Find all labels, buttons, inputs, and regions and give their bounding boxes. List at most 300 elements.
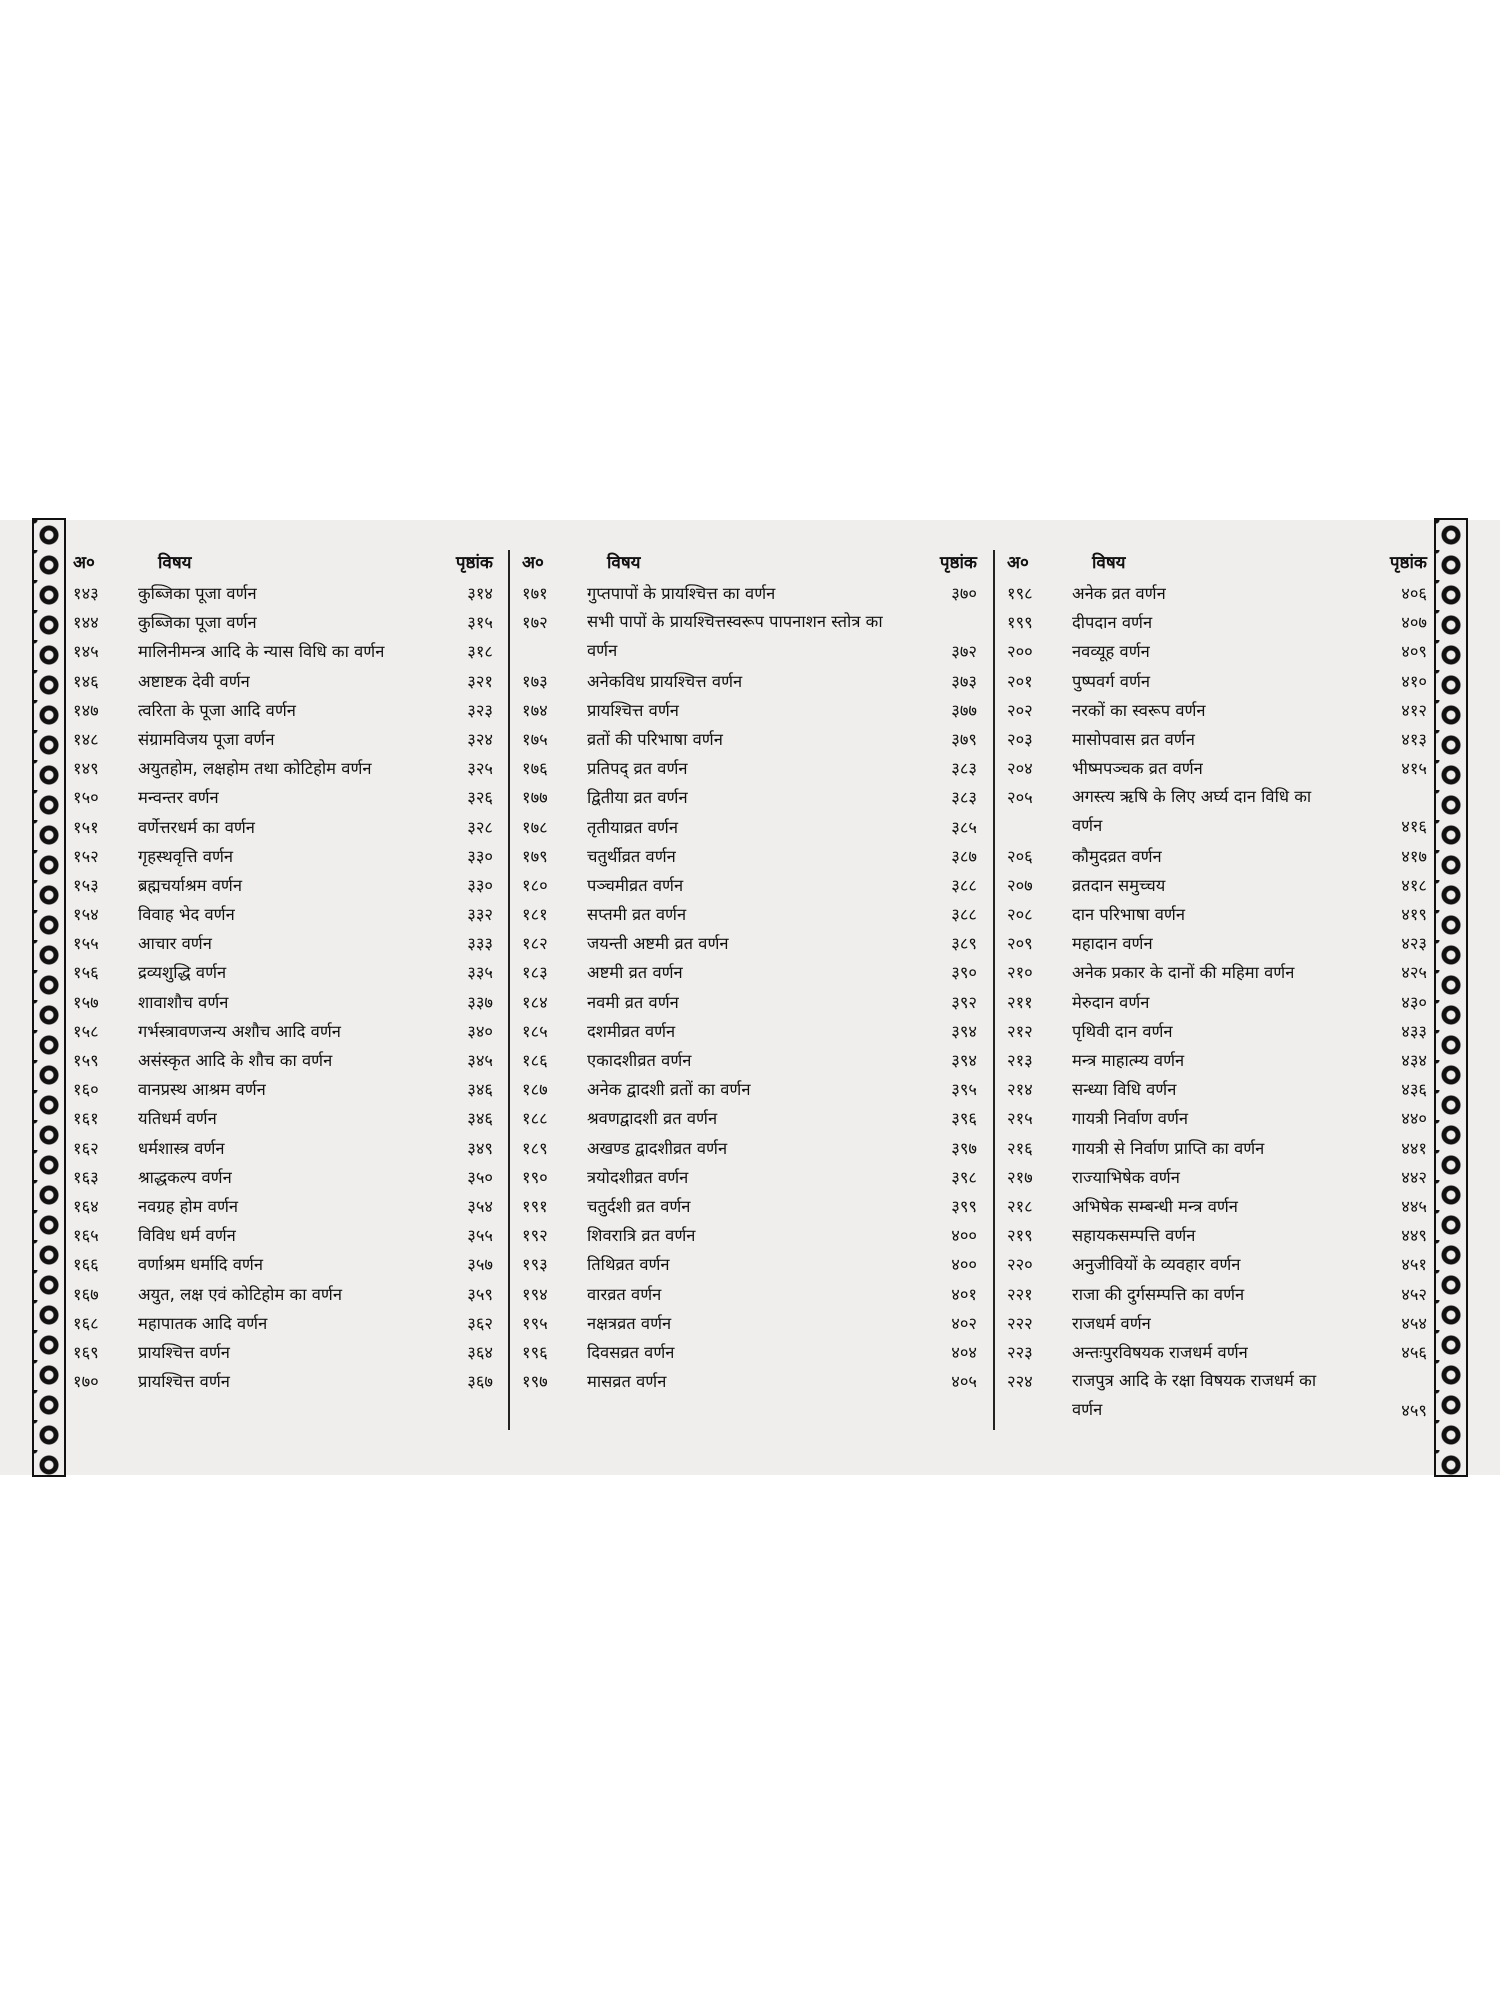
chapter-number: २१२ <box>1007 1021 1033 1041</box>
chapter-topic: द्वितीया व्रत वर्णन <box>587 788 688 808</box>
chapter-number: १९७ <box>522 1372 548 1392</box>
chapter-topic: मालिनीमन्त्र आदि के न्यास विधि का वर्णन <box>138 642 385 662</box>
index-row <box>1007 957 1427 986</box>
chapter-number: २१९ <box>1007 1226 1033 1246</box>
chapter-number: २०१ <box>1007 671 1033 691</box>
index-row <box>73 812 493 841</box>
chapter-number: १८२ <box>522 934 548 954</box>
chapter-number: १८४ <box>522 992 548 1012</box>
chapter-topic: गायत्री निर्वाण वर्णन <box>1072 1109 1189 1129</box>
chapter-topic: नरकों का स्वरूप वर्णन <box>1072 700 1206 720</box>
page-number: ४०२ <box>951 1313 977 1333</box>
column-header <box>1007 548 1427 578</box>
page-number: ३९४ <box>951 1021 977 1041</box>
chapter-number: १५४ <box>73 905 99 925</box>
header-page: पृष्ठांक <box>939 553 977 573</box>
index-row <box>73 695 493 724</box>
page-number: ३१५ <box>467 613 493 633</box>
chapter-topic: राजा की दुर्गसम्पत्ति का वर्णन <box>1072 1284 1245 1304</box>
page-number: ४१५ <box>1401 759 1427 779</box>
page-number: ३२८ <box>467 817 493 837</box>
page-number: ४३३ <box>1401 1021 1427 1041</box>
index-row <box>73 870 493 899</box>
chapter-number: १७४ <box>522 700 548 720</box>
chapter-number: १५७ <box>73 992 99 1012</box>
chapter-number: १४७ <box>73 700 99 720</box>
page-number: ३९९ <box>951 1196 977 1216</box>
page-number: ४१६ <box>1401 817 1427 837</box>
index-row <box>522 695 977 724</box>
chapter-number: २०२ <box>1007 700 1033 720</box>
page-number: ३२५ <box>467 759 493 779</box>
index-row <box>73 1103 493 1132</box>
page-number: ४०९ <box>1401 642 1427 662</box>
chapter-topic: शिवरात्रि व्रत वर्णन <box>587 1226 696 1246</box>
left-ornamental-border <box>34 520 64 1475</box>
chapter-number: १८८ <box>522 1109 548 1129</box>
chapter-number: १६६ <box>73 1255 99 1275</box>
chapter-topic: त्वरिता के पूजा आदि वर्णन <box>138 700 296 720</box>
chapter-topic: ब्रह्मचर्याश्रम वर्णन <box>138 875 243 895</box>
chapter-number: २०३ <box>1007 729 1033 749</box>
chapter-topic: मेरुदान वर्णन <box>1072 992 1150 1012</box>
chapter-topic: प्रायश्चित्त वर्णन <box>587 700 679 720</box>
chapter-number: १५९ <box>73 1051 99 1070</box>
chapter-number: १७७ <box>522 788 548 808</box>
index-row <box>522 1162 977 1191</box>
chapter-number: २२१ <box>1007 1284 1033 1304</box>
page-number: ४५९ <box>1401 1401 1427 1421</box>
chapter-topic: गायत्री से निर्वाण प्राप्ति का वर्णन <box>1072 1138 1265 1158</box>
page-number: ४१० <box>1401 671 1427 691</box>
page-number: ३३० <box>467 875 493 895</box>
chapter-topic: तृतीयाव्रत वर्णन <box>587 817 679 837</box>
page-number: ३७७ <box>951 700 977 720</box>
chapter-topic: नवमी व्रत वर्णन <box>587 992 679 1012</box>
chapter-number: १८० <box>522 875 548 895</box>
chapter-number: १६२ <box>73 1138 99 1158</box>
index-row <box>522 1220 977 1249</box>
index-row <box>73 1074 493 1103</box>
header-topic: विषय <box>1092 553 1126 573</box>
index-row <box>73 578 493 607</box>
chapter-number: १९८ <box>1007 584 1033 603</box>
chapter-topic: दशमीव्रत वर्णन <box>587 1021 676 1041</box>
index-row <box>73 841 493 870</box>
chapter-number: २२० <box>1007 1255 1033 1275</box>
index-row <box>73 1308 493 1337</box>
chapter-topic: गर्भस्त्रावणजन्य अशौच आदि वर्णन <box>138 1021 341 1041</box>
index-row <box>522 1191 977 1220</box>
chapter-topic: मासोपवास व्रत वर्णन <box>1072 729 1195 749</box>
index-row <box>73 1191 493 1220</box>
page-number: ३८५ <box>951 817 977 837</box>
chapter-number: १५५ <box>73 934 99 954</box>
chapter-topic: महापातक आदि वर्णन <box>138 1313 268 1333</box>
page-number: ४२५ <box>1401 963 1427 983</box>
index-row <box>522 1279 977 1308</box>
chapter-number: २०७ <box>1007 875 1033 895</box>
index-row <box>522 782 977 811</box>
chapter-topic: अयुत, लक्ष एवं कोटिहोम का वर्णन <box>138 1284 343 1304</box>
chapter-topic: यतिधर्म वर्णन <box>138 1109 217 1129</box>
chapter-topic: नवव्यूह वर्णन <box>1072 642 1150 662</box>
index-row <box>1007 987 1427 1016</box>
chapter-number: २२३ <box>1007 1342 1033 1362</box>
page-number: ३६२ <box>467 1313 493 1333</box>
chapter-number: २१८ <box>1007 1196 1033 1216</box>
page-number: ३५० <box>467 1167 493 1187</box>
page-number: ४०६ <box>1401 584 1427 603</box>
header-topic: विषय <box>607 553 641 573</box>
index-row <box>1007 1249 1427 1278</box>
chapter-topic: जयन्ती अष्टमी व्रत वर्णन <box>587 934 729 954</box>
index-row <box>1007 695 1427 724</box>
chapter-number: २१३ <box>1007 1051 1033 1071</box>
index-row <box>522 841 977 870</box>
index-row <box>522 1074 977 1103</box>
chapter-topic: अगस्त्य ऋषि के लिए अर्घ्य दान विधि का वर्णन <box>1072 787 1312 836</box>
chapter-number: १६५ <box>73 1226 99 1246</box>
chapter-topic: अभिषेक सम्बन्धी मन्त्र वर्णन <box>1072 1196 1238 1216</box>
index-column-1 <box>73 548 493 1428</box>
page-number: ४०७ <box>1401 613 1427 633</box>
chapter-number: १६७ <box>73 1284 99 1304</box>
chapter-topic: वर्णेत्तरधर्म का वर्णन <box>138 817 255 837</box>
chapter-number: १९२ <box>522 1226 548 1246</box>
chapter-topic: कुब्जिका पूजा वर्णन <box>138 584 257 603</box>
page-number: ४०५ <box>951 1372 977 1392</box>
entry-list <box>522 578 977 1395</box>
chapter-topic: दीपदान वर्णन <box>1072 613 1153 633</box>
chapter-topic: नवग्रह होम वर्णन <box>138 1196 239 1216</box>
index-row <box>1007 1220 1427 1249</box>
chapter-topic: अनेक प्रकार के दानों की महिमा वर्णन <box>1072 963 1295 983</box>
index-row <box>522 1366 977 1395</box>
page-number: ३६४ <box>467 1342 493 1362</box>
chapter-number: १७२ <box>522 613 548 633</box>
index-row <box>73 753 493 782</box>
chapter-topic: सहायकसम्पत्ति वर्णन <box>1072 1226 1196 1246</box>
chapter-topic: सभी पापों के प्रायश्चित्तस्वरूप पापनाशन स्तोत्र का वर्णन <box>587 612 883 661</box>
header-number: अ० <box>73 553 95 573</box>
chapter-topic: व्रतदान समुच्चय <box>1072 875 1166 895</box>
chapter-topic: वारव्रत वर्णन <box>587 1284 662 1304</box>
index-row <box>73 1279 493 1308</box>
chapter-topic: व्रतों की परिभाषा वर्णन <box>587 729 723 749</box>
header-page: पृष्ठांक <box>455 553 493 573</box>
page-number: ३७९ <box>951 729 977 749</box>
chapter-topic: चतुर्थीव्रत वर्णन <box>587 846 676 866</box>
chapter-number: १६८ <box>73 1313 99 1333</box>
index-row <box>73 666 493 695</box>
index-row <box>522 666 977 695</box>
index-row <box>73 1249 493 1278</box>
page-number: ४१३ <box>1401 729 1427 749</box>
chapter-number: १७५ <box>522 729 548 749</box>
chapter-topic: पुष्पवर्ग वर्णन <box>1072 671 1151 691</box>
page-number: ३९० <box>951 963 977 983</box>
chapter-number: १५६ <box>73 963 99 983</box>
page-number: ३१८ <box>467 642 493 662</box>
chapter-topic: संग्रामविजय पूजा वर्णन <box>138 729 275 749</box>
chapter-number: १७८ <box>522 817 548 837</box>
chapter-topic: वर्णाश्रम धर्मादि वर्णन <box>138 1255 263 1275</box>
page-number: ३३२ <box>467 905 493 925</box>
chapter-number: १९१ <box>522 1196 548 1216</box>
page-number: ३१४ <box>467 584 493 603</box>
chapter-topic: वानप्रस्थ आश्रम वर्णन <box>138 1080 266 1100</box>
chapter-topic: राजपुत्र आदि के रक्षा विषयक राजधर्म का वर्णन <box>1072 1371 1317 1420</box>
chapter-number: १५३ <box>73 875 99 895</box>
chapter-number: १८१ <box>522 905 548 925</box>
entry-list <box>1007 578 1427 1424</box>
chapter-topic: मन्वन्तर वर्णन <box>138 788 219 808</box>
chapter-number: २०५ <box>1007 788 1033 808</box>
chapter-topic: श्राद्धकल्प वर्णन <box>138 1167 232 1187</box>
index-row <box>73 1337 493 1366</box>
index-row <box>1007 1016 1427 1045</box>
chapter-topic: महादान वर्णन <box>1072 934 1153 954</box>
chapter-topic: धर्मशास्त्र वर्णन <box>138 1138 225 1158</box>
right-ornamental-border <box>1436 520 1466 1475</box>
chapter-number: १७३ <box>522 671 548 691</box>
chapter-topic: द्रव्यशुद्धि वर्णन <box>138 963 227 983</box>
index-row <box>1007 1074 1427 1103</box>
index-row <box>522 928 977 957</box>
page-number: ३९६ <box>951 1109 977 1129</box>
index-row <box>73 987 493 1016</box>
chapter-number: १६४ <box>73 1196 99 1216</box>
page-number: ४१९ <box>1401 905 1427 925</box>
chapter-number: १७६ <box>522 759 548 779</box>
index-row <box>1007 1162 1427 1191</box>
index-row <box>522 724 977 753</box>
chapter-number: १४६ <box>73 671 99 691</box>
index-row <box>73 607 493 636</box>
page-number: ३८८ <box>951 875 977 895</box>
chapter-topic: त्रयोदशीव्रत वर्णन <box>587 1167 689 1187</box>
page-number: ३७० <box>951 584 977 603</box>
index-row <box>1007 1103 1427 1132</box>
index-row <box>1007 1133 1427 1162</box>
index-row <box>522 1016 977 1045</box>
index-row <box>1007 636 1427 665</box>
index-row <box>73 782 493 811</box>
index-row <box>522 753 977 782</box>
page-number: ३५५ <box>467 1226 493 1246</box>
page-number: ३२६ <box>467 788 493 808</box>
index-row <box>73 1016 493 1045</box>
page-number: ४४५ <box>1401 1196 1427 1216</box>
index-row <box>73 1220 493 1249</box>
chapter-number: १६१ <box>73 1109 99 1129</box>
chapter-topic: भीष्मपञ्चक व्रत वर्णन <box>1072 759 1203 779</box>
index-row <box>522 1045 977 1074</box>
index-row <box>1007 870 1427 899</box>
chapter-number: २१५ <box>1007 1109 1033 1129</box>
index-row <box>1007 1366 1427 1424</box>
page-number: ३५४ <box>467 1196 493 1216</box>
chapter-topic: प्रायश्चित्त वर्णन <box>138 1342 230 1362</box>
header-page: पृष्ठांक <box>1389 553 1427 573</box>
page-number: ४०४ <box>951 1342 977 1362</box>
index-row <box>1007 607 1427 636</box>
chapter-topic: मन्त्र माहात्म्य वर्णन <box>1072 1051 1185 1071</box>
chapter-topic: अनेक द्वादशी व्रतों का वर्णन <box>587 1080 751 1100</box>
index-row <box>1007 1279 1427 1308</box>
chapter-number: १९० <box>522 1167 548 1187</box>
chapter-number: १८३ <box>522 963 548 983</box>
index-row <box>522 987 977 1016</box>
page-number: ३७२ <box>951 642 977 662</box>
chapter-topic: सप्तमी व्रत वर्णन <box>587 905 687 925</box>
page-number: ४५१ <box>1401 1255 1427 1275</box>
index-row <box>1007 1337 1427 1366</box>
page-number: ४०० <box>951 1226 977 1246</box>
page-number: ४४९ <box>1401 1226 1427 1246</box>
chapter-topic: पृथिवी दान वर्णन <box>1072 1021 1173 1041</box>
chapter-number: १४८ <box>73 729 99 749</box>
index-row <box>1007 782 1427 840</box>
page-number: ३८७ <box>951 846 977 866</box>
page-number: ३८९ <box>951 934 977 954</box>
page-number: ३६७ <box>467 1372 493 1392</box>
chapter-number: १४३ <box>73 584 99 603</box>
chapter-number: २१० <box>1007 963 1033 983</box>
page-number: ३४६ <box>467 1109 493 1129</box>
index-row <box>1007 753 1427 782</box>
page-number: ३३५ <box>467 963 493 983</box>
chapter-number: १४५ <box>73 642 99 662</box>
page-number: ४३६ <box>1401 1080 1427 1100</box>
index-row <box>1007 928 1427 957</box>
index-row <box>73 928 493 957</box>
chapter-topic: मासव्रत वर्णन <box>587 1372 667 1392</box>
chapter-number: १६० <box>73 1080 99 1100</box>
chapter-topic: दान परिभाषा वर्णन <box>1072 905 1186 925</box>
page-number: ४४२ <box>1401 1167 1427 1187</box>
page-number: ३८३ <box>951 788 977 808</box>
chapter-topic: अनेक व्रत वर्णन <box>1072 584 1166 603</box>
index-column-2 <box>522 548 977 1428</box>
chapter-topic: प्रतिपद् व्रत वर्णन <box>587 759 688 779</box>
page-number: ३४० <box>467 1021 493 1041</box>
index-row <box>73 899 493 928</box>
chapter-topic: नक्षत्रव्रत वर्णन <box>587 1313 672 1333</box>
header-number: अ० <box>1007 553 1029 573</box>
chapter-topic: कुब्जिका पूजा वर्णन <box>138 613 257 633</box>
chapter-topic: राजधर्म वर्णन <box>1072 1313 1151 1333</box>
chapter-number: २१६ <box>1007 1138 1033 1158</box>
page-number: ३५७ <box>467 1255 493 1275</box>
header-number: अ० <box>522 553 544 573</box>
chapter-topic: अष्टमी व्रत वर्णन <box>587 963 683 983</box>
chapter-number: १४९ <box>73 759 99 779</box>
index-row <box>1007 724 1427 753</box>
index-row <box>522 607 977 665</box>
page-number: ३३७ <box>467 992 493 1012</box>
page-number: ३४६ <box>467 1080 493 1100</box>
index-row <box>522 1337 977 1366</box>
index-row <box>73 724 493 753</box>
chapter-number: १६३ <box>73 1167 99 1187</box>
page-number: ३९२ <box>951 992 977 1012</box>
index-row <box>522 1133 977 1162</box>
chapter-topic: अयुतहोम, लक्षहोम तथा कोटिहोम वर्णन <box>138 759 372 779</box>
index-row <box>73 1366 493 1395</box>
chapter-number: १९५ <box>522 1313 548 1333</box>
page-number: ४१२ <box>1401 700 1427 720</box>
chapter-topic: गुप्तपापों के प्रायश्चित्त का वर्णन <box>587 584 776 603</box>
index-row <box>522 1308 977 1337</box>
chapter-number: १९३ <box>522 1255 548 1275</box>
chapter-number: २०८ <box>1007 905 1033 925</box>
chapter-number: १७० <box>73 1372 99 1392</box>
index-row <box>522 1249 977 1278</box>
chapter-topic: पञ्चमीव्रत वर्णन <box>587 875 684 895</box>
chapter-topic: असंस्कृत आदि के शौच का वर्णन <box>138 1051 333 1070</box>
index-row <box>522 957 977 986</box>
chapter-number: १९९ <box>1007 613 1033 633</box>
page-number: ४०१ <box>951 1284 977 1304</box>
chapter-number: १४४ <box>73 613 99 633</box>
page-number: ४५२ <box>1401 1284 1427 1304</box>
chapter-number: २०९ <box>1007 934 1033 954</box>
chapter-topic: कौमुदव्रत वर्णन <box>1072 846 1162 866</box>
chapter-topic: दिवसव्रत वर्णन <box>587 1342 675 1362</box>
chapter-number: १७९ <box>522 846 548 866</box>
chapter-number: १९६ <box>522 1342 548 1362</box>
page-number: ३९७ <box>951 1138 977 1158</box>
index-row <box>1007 1308 1427 1337</box>
chapter-topic: विविध धर्म वर्णन <box>138 1226 236 1246</box>
index-row <box>73 1162 493 1191</box>
page-number: ३९५ <box>951 1080 977 1100</box>
chapter-number: २१४ <box>1007 1080 1033 1100</box>
chapter-topic: आचार वर्णन <box>138 934 212 954</box>
chapter-number: १८५ <box>522 1021 548 1041</box>
page-number: ४१८ <box>1401 875 1427 895</box>
chapter-topic: चतुर्दशी व्रत वर्णन <box>587 1196 691 1216</box>
page-number: ४५६ <box>1401 1342 1427 1362</box>
chapter-topic: अष्टाष्टक देवी वर्णन <box>138 671 250 691</box>
column-header <box>522 548 977 578</box>
chapter-number: १५८ <box>73 1021 99 1041</box>
page-number: ४३० <box>1401 992 1427 1012</box>
chapter-number: १७१ <box>522 584 548 603</box>
column-divider <box>993 550 995 1430</box>
page-number: ३२४ <box>467 729 493 749</box>
page-number: ४४१ <box>1401 1138 1427 1158</box>
page-number: ३४५ <box>467 1051 493 1070</box>
header-topic: विषय <box>158 553 192 573</box>
chapter-number: २२२ <box>1007 1313 1033 1333</box>
index-column-3 <box>1007 548 1427 1428</box>
page-number: ४३४ <box>1401 1051 1427 1071</box>
index-row <box>1007 1045 1427 1074</box>
index-row <box>1007 666 1427 695</box>
page-number: ३९४ <box>951 1051 977 1071</box>
page-number: ३७३ <box>951 671 977 691</box>
index-row <box>73 636 493 665</box>
chapter-topic: प्रायश्चित्त वर्णन <box>138 1372 230 1392</box>
index-row <box>522 899 977 928</box>
chapter-number: २११ <box>1007 992 1033 1012</box>
chapter-number: १८७ <box>522 1080 548 1100</box>
chapter-topic: अखण्ड द्वादशीव्रत वर्णन <box>587 1138 728 1158</box>
page-number: ४०० <box>951 1255 977 1275</box>
